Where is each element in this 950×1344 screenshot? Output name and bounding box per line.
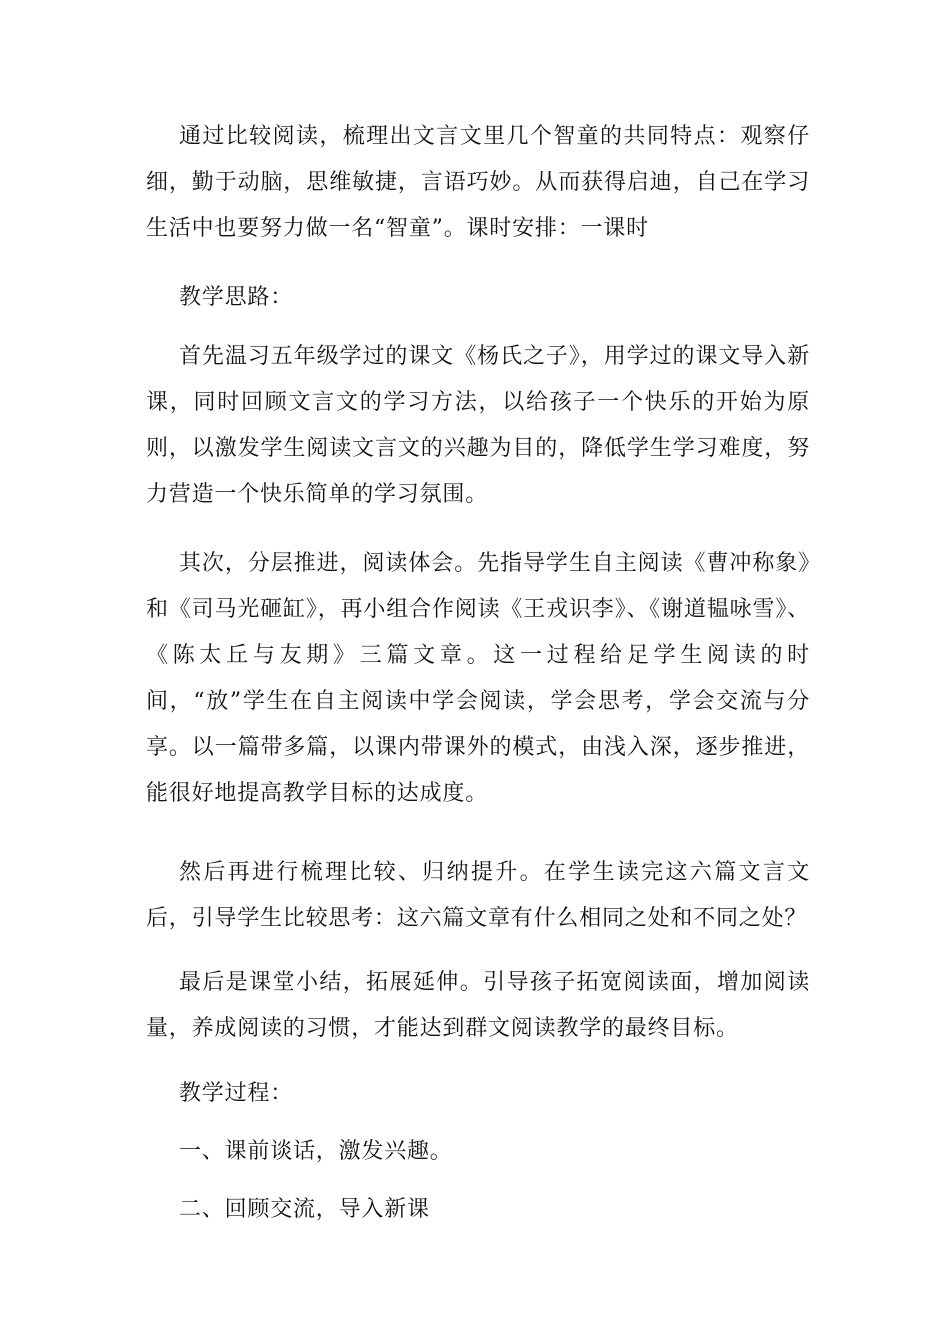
heading-teaching-approach: 教学思路： (179, 285, 294, 310)
paragraph-objectives: 通过比较阅读，梳理出文言文里几个智童的共同特点：观察仔细，勤于动脑，思维敏捷，言语巧妙。从而获得启迪，自己在学习生活中也要努力做一名“智童”。课时安排：一课时 (146, 124, 810, 241)
paragraph-second-step: 其次，分层推进，阅读体会。先指导学生自主阅读《曹冲称象》和《司马光砸缸》，再小组合作阅读《王戎识李》、《谢道韫咏雪》、《陈太丘与友期》三篇文章。这一过程给足学生阅读的时间，“放”学生在自主阅读中学会阅读，学会思考，学会交流与分享。以一篇带多篇，以课内带课外的模式，由浅入深，逐步推进，能很好地提高教学目标的达成度。 (146, 551, 810, 806)
section-heading-one: 一、课前谈话，激发兴趣。 (179, 1139, 453, 1164)
paragraph-third-step: 然后再进行梳理比较、归纳提升。在学生读完这六篇文言文后，引导学生比较思考：这六篇文章有什么相同之处和不同之处？ (146, 860, 810, 931)
paragraph-final-step: 最后是课堂小结，拓展延伸。引导孩子拓宽阅读面，增加阅读量，养成阅读的习惯，才能达到群文阅读教学的最终目标。 (146, 970, 810, 1041)
heading-teaching-process: 教学过程： (179, 1081, 294, 1106)
section-heading-two: 二、回顾交流，导入新课 (179, 1197, 430, 1222)
paragraph-first-step: 首先温习五年级学过的课文《杨氏之子》，用学过的课文导入新课，同时回顾文言文的学习方法，以给孩子一个快乐的开始为原则，以激发学生阅读文言文的兴趣为目的，降低学生学习难度，努力营造一个快乐简单的学习氛围。 (146, 344, 810, 507)
